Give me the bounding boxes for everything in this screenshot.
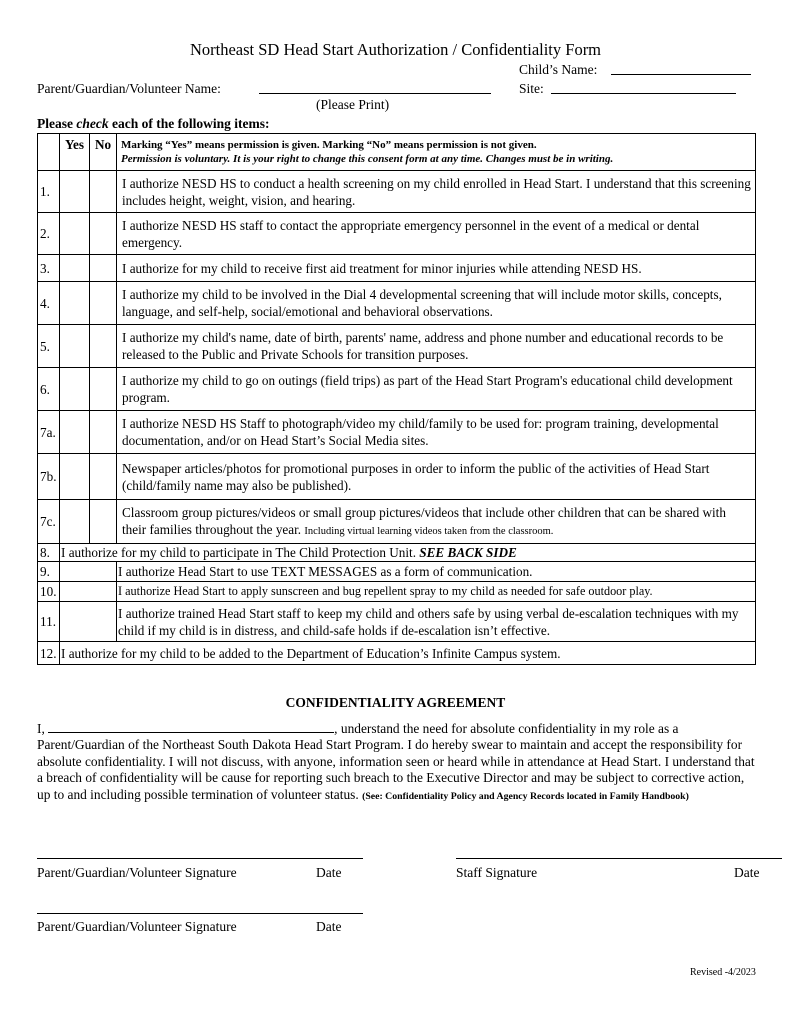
item-text: I authorize trained Head Start staff to keep my child and others safe by using verbal de-escalation techniques with my child if my child is in distress, and child-safe holds if de-escalation isn’t effective. bbox=[117, 602, 756, 642]
table-row bbox=[38, 500, 756, 544]
item-text: I authorize NESD HS Staff to photograph/video my child/family to be used for: program training, developmental documentation, and/or on Head Start’s Social Media sites. bbox=[117, 411, 756, 454]
no-header: No bbox=[90, 134, 117, 171]
item-text: I authorize my child's name, date of birth, parents' name, address and phone number and educational records to be released to the Public and Private Schools for transition purposes. bbox=[117, 325, 756, 368]
item-text: I authorize NESD HS to conduct a health screening on my child enrolled in Head Start. I understand that this screening includes height, weight, vision, and hearing. bbox=[117, 171, 756, 213]
date-label-staff: Date bbox=[734, 865, 760, 880]
yes-checkbox-cell[interactable] bbox=[60, 325, 90, 368]
no-checkbox-cell[interactable] bbox=[90, 282, 117, 325]
table-header-row bbox=[38, 134, 756, 171]
checkbox-cell[interactable] bbox=[60, 582, 117, 602]
table-row bbox=[38, 325, 756, 368]
table-row bbox=[38, 213, 756, 255]
item-text: I authorize my child to go on outings (field trips) as part of the Head Start Program's educational child development program. bbox=[117, 368, 756, 411]
staff-signature-line[interactable] bbox=[456, 858, 782, 859]
no-checkbox-cell[interactable] bbox=[90, 454, 117, 500]
authorization-table bbox=[37, 133, 756, 665]
table-row bbox=[38, 171, 756, 213]
table-row bbox=[38, 602, 756, 642]
parent-signature-line-1[interactable] bbox=[37, 858, 363, 859]
child-name-field[interactable] bbox=[611, 74, 751, 75]
item-number: 5. bbox=[38, 325, 60, 368]
item-text: I authorize for my child to participate in The Child Protection Unit. SEE BACK SIDE bbox=[60, 544, 756, 562]
item-number: 12. bbox=[38, 642, 60, 665]
item-number: 6. bbox=[38, 368, 60, 411]
yes-checkbox-cell[interactable] bbox=[60, 411, 90, 454]
parent-name-label: Parent/Guardian/Volunteer Name: bbox=[37, 81, 221, 96]
no-checkbox-cell[interactable] bbox=[90, 171, 117, 213]
form-title: Northeast SD Head Start Authorization / Confidentiality Form bbox=[189, 40, 602, 59]
no-checkbox-cell[interactable] bbox=[90, 255, 117, 282]
yes-checkbox-cell[interactable] bbox=[60, 255, 90, 282]
parent-signature-line-2[interactable] bbox=[37, 913, 363, 914]
no-checkbox-cell[interactable] bbox=[90, 325, 117, 368]
parent-signature-label-2: Parent/Guardian/Volunteer Signature bbox=[37, 919, 237, 934]
yes-checkbox-cell[interactable] bbox=[60, 282, 90, 325]
item-number: 10. bbox=[38, 582, 60, 602]
parent-signature-label-1: Parent/Guardian/Volunteer Signature bbox=[37, 865, 237, 880]
yes-header: Yes bbox=[60, 134, 90, 171]
site-field[interactable] bbox=[551, 93, 736, 94]
item-number: 1. bbox=[38, 171, 60, 213]
no-checkbox-cell[interactable] bbox=[90, 411, 117, 454]
no-checkbox-cell[interactable] bbox=[90, 213, 117, 255]
item-number: 7c. bbox=[38, 500, 60, 544]
yes-checkbox-cell[interactable] bbox=[60, 213, 90, 255]
table-row bbox=[38, 582, 756, 602]
table-row bbox=[38, 411, 756, 454]
item-text: I authorize my child to be involved in the Dial 4 developmental screening that will include motor skills, concepts, language, and self-help, social/emotional and behavioral observations. bbox=[117, 282, 756, 325]
table-row bbox=[38, 368, 756, 411]
table-row bbox=[38, 562, 756, 582]
item-number: 8. bbox=[38, 544, 60, 562]
item-text: I authorize for my child to receive first aid treatment for minor injuries while attending NESD HS. bbox=[117, 255, 756, 282]
item-number: 11. bbox=[38, 602, 60, 642]
item-text: I authorize for my child to be added to the Department of Education’s Infinite Campus system. bbox=[60, 642, 756, 665]
num-header-cell bbox=[38, 134, 60, 171]
staff-signature-label: Staff Signature bbox=[456, 865, 538, 880]
item-text: Newspaper articles/photos for promotional purposes in order to inform the public of the activities of Head Start (child/family name may also be published). bbox=[117, 454, 756, 500]
please-print-note: (Please Print) bbox=[316, 97, 390, 112]
yes-checkbox-cell[interactable] bbox=[60, 368, 90, 411]
table-row bbox=[38, 642, 756, 665]
checkbox-cell[interactable] bbox=[60, 562, 117, 582]
table-row bbox=[38, 454, 756, 500]
item-text: Classroom group pictures/videos or small group pictures/videos that include other children that can be shared with their families throughout the year. Including virtual learning videos taken from the classroom. bbox=[117, 500, 756, 544]
table-row bbox=[38, 544, 756, 562]
item-text: I authorize NESD HS staff to contact the appropriate emergency personnel in the event of a medical or dental emergency. bbox=[117, 213, 756, 255]
item-number: 3. bbox=[38, 255, 60, 282]
item-number: 9. bbox=[38, 562, 60, 582]
item-number: 7a. bbox=[38, 411, 60, 454]
permission-note: Marking “Yes” means permission is given. Marking “No” means permission is not given. Permission is voluntary. It is your right to change this consent form at any time. Changes must be in writing. bbox=[117, 134, 756, 171]
confidentiality-text: I, , understand the need for absolute confidentiality in my role as a Parent/Guardian of the Northeast South Dakota Head Start Program. I do hereby swear to maintain and accept the responsibility for absolute confidentiality. I will not discuss, with anyone, information seen or heard while in attendance at Head Start. I understand that a breach of confidentiality will be cause for reporting such breach to the Executive Director and may be subject to corrective action, up to and including possible termination of volunteer status. (See: Confidentiality Policy and Agency Records located in Family Handbook) bbox=[37, 721, 755, 802]
no-checkbox-cell[interactable] bbox=[90, 500, 117, 544]
no-checkbox-cell[interactable] bbox=[90, 368, 117, 411]
name-fill-line[interactable] bbox=[48, 721, 334, 733]
confidentiality-title: CONFIDENTIALITY AGREEMENT bbox=[285, 695, 506, 710]
item-number: 4. bbox=[38, 282, 60, 325]
yes-checkbox-cell[interactable] bbox=[60, 171, 90, 213]
instruction-heading: Please check each of the following items: bbox=[37, 116, 270, 131]
item-number: 7b. bbox=[38, 454, 60, 500]
parent-name-field[interactable] bbox=[259, 93, 491, 94]
item-text: I authorize Head Start to apply sunscreen and bug repellent spray to my child as needed for safe outdoor play. bbox=[117, 582, 756, 602]
revision-date: Revised -4/2023 bbox=[690, 967, 756, 978]
item-number: 2. bbox=[38, 213, 60, 255]
table-row bbox=[38, 282, 756, 325]
child-name-label: Child’s Name: bbox=[519, 62, 598, 77]
site-label: Site: bbox=[519, 81, 544, 96]
item-text: I authorize Head Start to use TEXT MESSAGES as a form of communication. bbox=[117, 562, 756, 582]
date-label-2: Date bbox=[316, 919, 342, 934]
checkbox-cell[interactable] bbox=[60, 602, 117, 642]
yes-checkbox-cell[interactable] bbox=[60, 454, 90, 500]
date-label-1: Date bbox=[316, 865, 342, 880]
yes-checkbox-cell[interactable] bbox=[60, 500, 90, 544]
table-row bbox=[38, 255, 756, 282]
